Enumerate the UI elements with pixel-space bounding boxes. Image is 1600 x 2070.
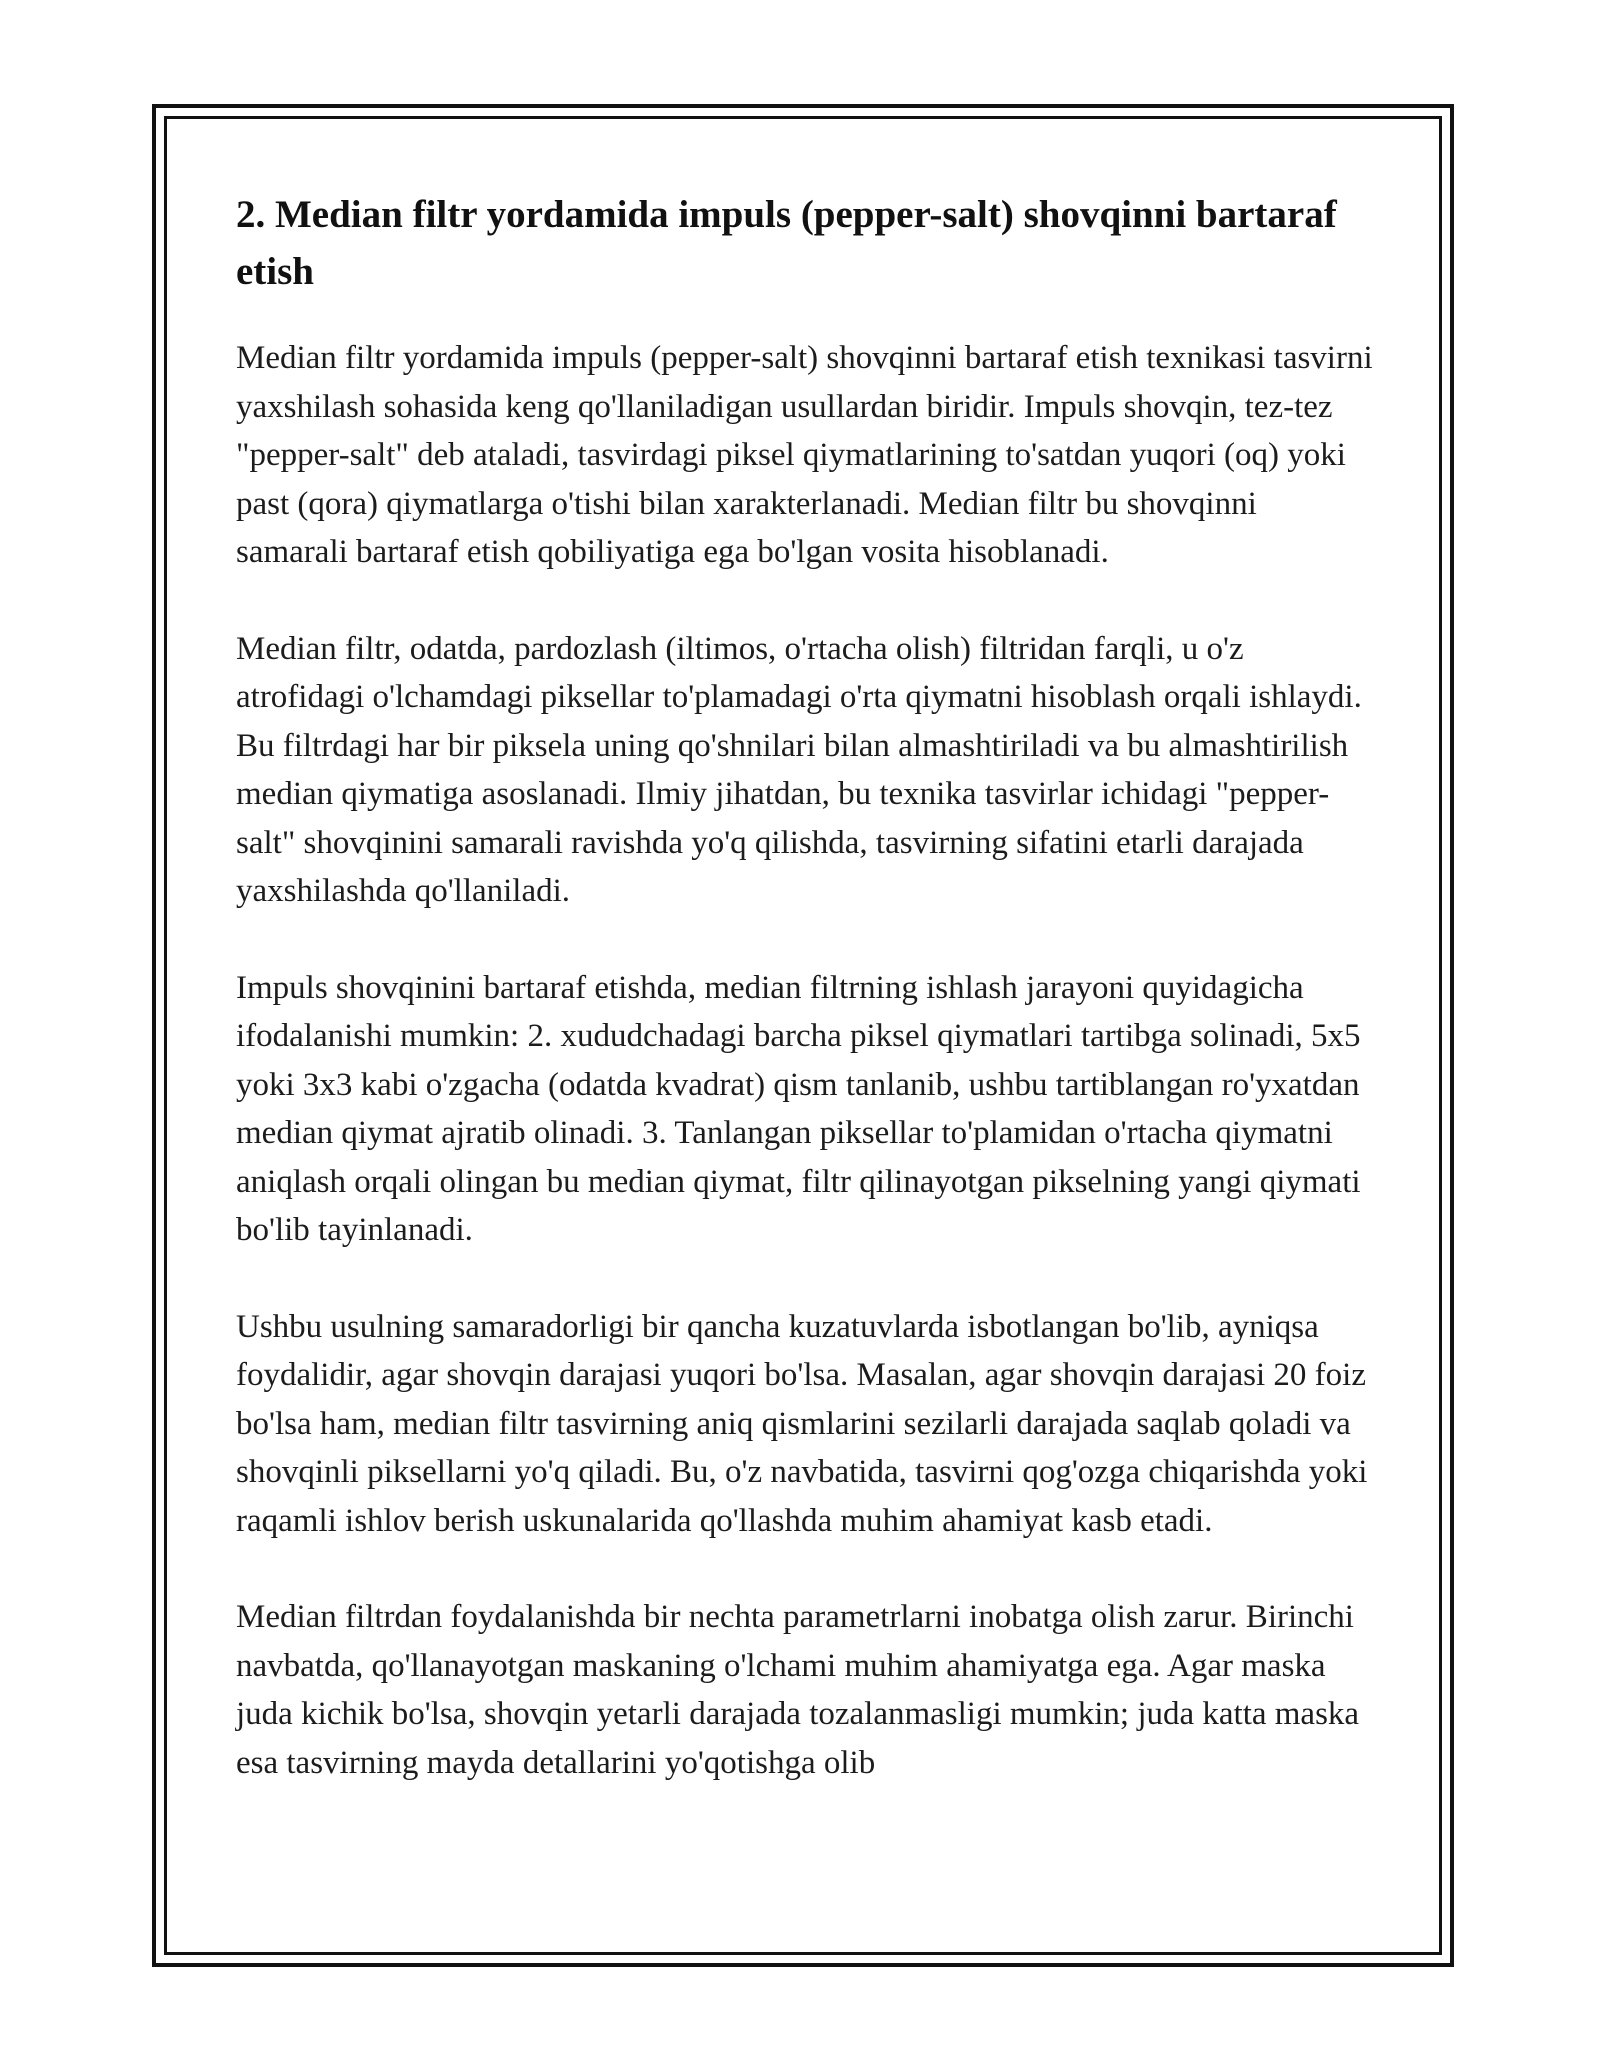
paragraph-1: Median filtr yordamida impuls (pepper-salt) shovqinni bartaraf etish texnikasi tasvirni yaxshilash sohasida keng qo'llaniladigan usullardan biridir. Impuls shovqin, tez-tez "pepper-salt" deb ataladi, tasvirdagi piksel qiymatlarining to'satdan yuqori (oq) yoki past (qora) qiymatlarga o'tishi bilan xarakterlanadi. Median filtr bu shovqinni samarali bartaraf etish qobiliyatiga ega bo'lgan vosita hisoblanadi. — [236, 340, 1373, 570]
paragraph-5: Median filtrdan foydalanishda bir nechta parametrlarni inobatga olish zarur. Birinchi navbatda, qo'llanayotgan maskaning o'lchami muhim ahamiyatga ega. Agar maska juda kichik bo'lsa, shovqin yetarli darajada tozalanmasligi mumkin; juda katta maska esa tasvirning mayda detallarini yo'qotishga olib — [236, 1599, 1360, 1781]
paragraph-2: Median filtr, odatda, pardozlash (iltimos, o'rtacha olish) filtridan farqli, u o'z atrofidagi o'lchamdagi piksellar to'plamadagi o'rta qiymatni hisoblash orqali ishlaydi. Bu filtrdagi har bir piksela uning qo'shnilari bilan almashtiriladi va bu almashtirilish median qiymatiga asoslanadi. Ilmiy jihatdan, bu texnika tasvirlar ichidagi "pepper-salt" shovqinini samarali ravishda yo'q qilishda, tasvirning sifatini etarli darajada yaxshilashda qo'llaniladi. — [236, 630, 1362, 909]
document-body — [236, 186, 1376, 1835]
section-heading: 2. Median filtr yordamida impuls (pepper-salt) shovqinni bartaraf etish — [236, 193, 1337, 293]
paragraph-4: Ushbu usulning samaradorligi bir qancha kuzatuvlarda isbotlangan bo'lib, ayniqsa foydalidir, agar shovqin darajasi yuqori bo'lsa. Masalan, agar shovqin darajasi 20 foiz bo'lsa ham, median filtr tasvirning aniq qismlarini sezilarli darajada saqlab qoladi va shovqinli piksellarni yo'q qiladi. Bu, o'z navbatida, tasvirni qog'ozga chiqarishda yoki raqamli ishlov berish uskunalarida qo'llashda muhim ahamiyat kasb etadi. — [236, 1308, 1368, 1539]
paragraph-3: Impuls shovqinini bartaraf etishda, median filtrning ishlash jarayoni quyidagicha ifodalanishi mumkin: 2. xududchadagi barcha piksel qiymatlari tartibga solinadi, 5x5 yoki 3x3 kabi o'zgacha (odatda kvadrat) qism tanlanib, ushbu tartiblangan ro'yxatdan median qiymat ajratib olinadi. 3. Tanlangan piksellar to'plamidan o'rtacha qiymatni aniqlash orqali olingan bu median qiymat, filtr qilinayotgan pikselning yangi qiymati bo'lib tayinlanadi. — [236, 969, 1361, 1248]
